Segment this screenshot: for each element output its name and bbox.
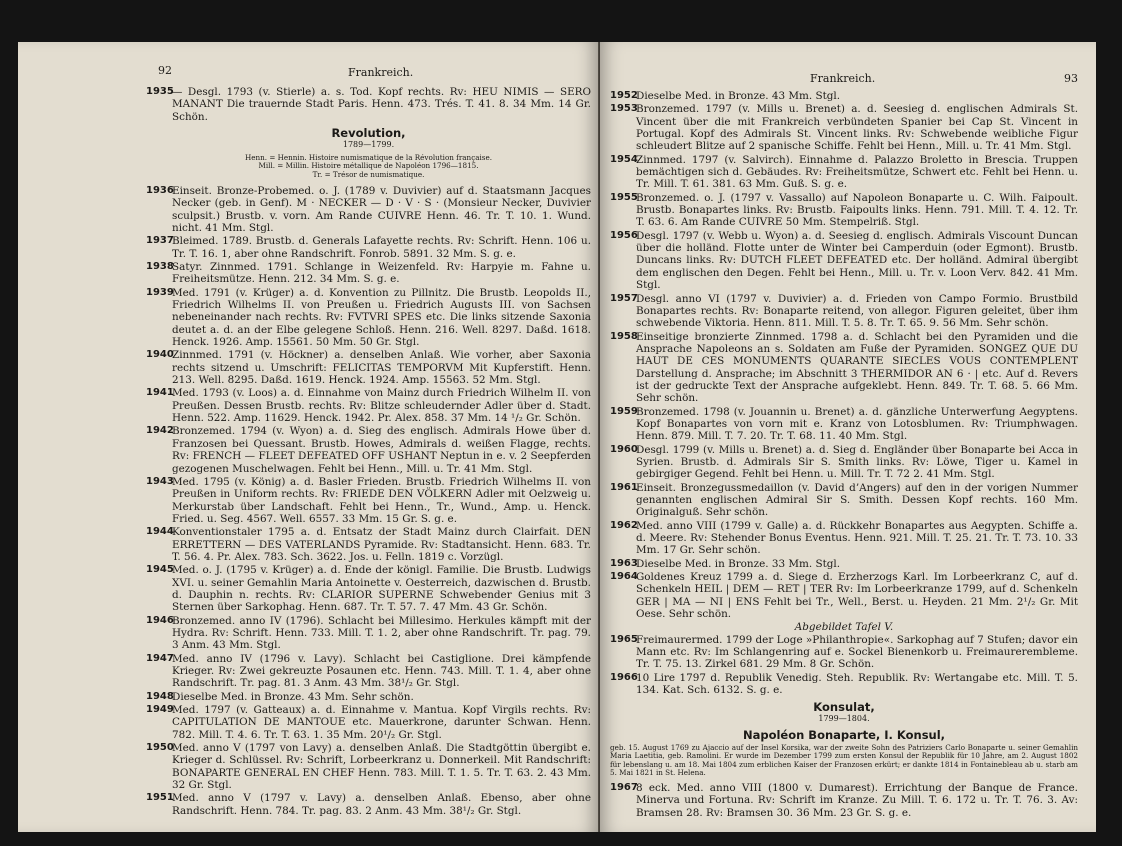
entry-number: 1936 [146,184,174,196]
abbreviation-line: Tr. = Trésor de numismatique. [312,169,425,179]
entry-text: Goldenes Kreuz 1799 a. d. Siege d. Erzherzogs Karl. Im Lorbeerkranz C, auf d. Schenkeln HEIL | DEM — RET | TER Rv: Im Lorbeerkranze 1799, auf d. Schenkeln GER | MA — NI | ENS Fehlt bei Tr., Well., Berst. u. Heyden. 21 Mm. 2¹/₂ Gr. Mit Oese. Sehr schön. [636,571,1078,621]
entry-number: 1944 [146,526,174,538]
entry-text: Med. 1793 (v. Loos) a. d. Einnahme von Mainz durch Friedrich Wilhelm II. von Preußen. Dessen Brustb. rechts. Rv: Blitze schleudernder Adler über d. Stadt. Henn. 522. Amp. 11629. Henck. 1942. Pr. Alex. 858. 37 Mm. 14 ¹/₂ Gr. Schön. [172,387,591,425]
catalog-entry [146,349,591,386]
entries-list [610,782,1078,819]
catalog-entry [146,425,591,474]
catalog-entry [146,564,591,613]
catalog-entry [610,103,1078,152]
section-subtitle: 1799—1804. [818,713,870,723]
entry-number: 1960 [610,443,638,455]
entry-number: 1947 [146,652,174,664]
entry-number: 1964 [610,571,638,583]
catalog-entry [610,192,1078,229]
entry-number: 1954 [610,153,638,165]
section-subtitle: 1789—1799. [342,140,395,150]
abbreviation-line: Mill. = Millin. Histoire métallique de Napoléon 1796—1815. [258,161,479,171]
entry-number: 1967 [610,781,638,793]
catalog-entry [146,287,591,349]
section-title: Konsulat, [813,699,875,714]
left-page [18,42,598,832]
figure-note: Abgebildet Tafel V. [794,621,894,634]
catalog-entry [610,406,1078,443]
catalog-entry [146,691,591,703]
entry-text: Med. 1797 (v. Gatteaux) a. d. Einnahme v. Mantua. Kopf Virgils rechts. Rv: CAPITULATION DE MANTOUE etc. Mauerkrone, darunter Schwan. Henn. 782. Mill. T. 4. 6. Tr. T. 63. 1. 35 Mm. 20¹/₂ Gr. Stgl. [172,704,591,741]
catalog-entry [146,653,591,690]
catalog-entry [146,742,591,791]
entry-number: 1951 [146,792,174,804]
catalog-entry [610,230,1078,292]
entry-number: 1938 [146,261,174,272]
entry-number: 1963 [610,557,638,569]
running-head: Frankreich. [810,72,876,85]
entry-number: 1956 [610,229,638,241]
entry-number: 1943 [146,475,174,487]
catalog-entry [610,154,1078,191]
entry-text: Med. 1795 (v. König) a. d. Basler Frieden. Brustb. Friedrich Wilhelms II. von Preußen in Uniform rechts. Rv: FRIEDE DEN VÖLKERN Adler mit Oelzweig u. Merkurstab über Landschaft. Fehlt bei Henn., Tr., Wund., Amp. u. Henck. Fried. u. Seg. 4567. Well. 6557. 33 Mm. 15 Gr. S. g. e. [172,475,591,525]
entry-text: Med. o. J. (1795 v. Krüger) a. d. Ende der königl. Familie. Die Brustb. Ludwigs XVI. u. seiner Gemahlin Maria Antoinette v. Oesterreich, dazwischen d. Brustb. d. Dauphin n. rechts. Rv: CLARIOR SUPERNE Schwebender Genius mit 3 Sternen über Sarkophag. Henn. 687. Tr. T. 57. 7. 47 Mm. 43 Gr. Schön. [172,564,591,614]
entry-text: Satyr. Zinnmed. 1791. Schlange in Weizenfeld. Rv: Harpyie m. Fahne u. Freiheitsmütze. Henn. 212. 34 Mm. S. g. e. [172,261,591,286]
catalog-entry [146,185,591,234]
catalog-entry [610,571,1078,620]
page-number: 93 [1064,72,1078,85]
right-page [600,42,1096,832]
entry-text: Desgl. 1799 (v. Mills u. Brenet) a. d. Sieg d. Engländer über Bonaparte bei Acca in Syrien. Brustb. d. Admirals Sir S. Smith links. Rv: Löwe, Tiger u. Kamel in gebirgiger Gegend. Fehlt bei Henn. u. Mill. Tr. T. 72 2. 41 Mm. Stgl. [636,443,1078,481]
entry-text: Med. anno IV (1796 v. Lavy). Schlacht bei Castiglione. Drei kämpfende Krieger. Rv: Zwei gekreuzte Posaunen etc. Henn. 743. Mill. T. 1. 4, aber ohne Randschrift. Tr. pag. 81. 3 Anm. 43 Mm. 38¹/₂ Gr. Stgl. [172,652,591,690]
entry-text: Bronzemed. anno IV (1796). Schlacht bei Millesimo. Herkules kämpft mit der Hydra. Rv: Schrift. Henn. 733. Mill. T. 1. 2, aber ohne Randschrift. Tr. pag. 79. 3 Anm. 43 Mm. Stgl. [172,614,591,652]
entry-number: 1935 [146,86,174,97]
catalog-entry [610,520,1078,557]
catalog-entry [610,331,1078,405]
entry-text: Einseit. Bronze-Probemed. o. J. (1789 v. Duvivier) auf d. Staatsmann Jacques Necker (geb. in Genf). M · NECKER — D · V · S · (Monsieur Necker, Duvivier sculpsit.) Brustb. v. vorn. Am Rande CUIVRE Henn. 46. Tr. T. 10. 1. Wund. nicht. 41 Mm. Stgl. [172,184,591,234]
abbreviations [146,154,591,179]
section-header-consulat [610,701,1078,726]
right-column [610,90,1078,820]
entry-text: Bronzemed. 1794 (v. Wyon) a. d. Sieg des englisch. Admirals Howe über d. Franzosen bei Quessant. Brustb. Howes, Admirals d. weißen Flagge, rechts. Rv: FRENCH — FLEET DEFEATED OFF USHANT Neptun in e. v. 2 Seepferden gezogenen Muschelwagen. Fehlt bei Henn., Mill. u. Tr. 41 Mm. Stgl. [172,425,591,475]
catalog-entry [610,482,1078,519]
entry-text: — Desgl. 1793 (v. Stierle) a. s. Tod. Kopf rechts. Rv: HEU NIMIS — SERO MANANT Die trauernde Stadt Paris. Henn. 473. Trés. T. 41. 8. 34 Mm. 14 Gr. Schön. [172,86,591,123]
entry-text: 10 Lire 1797 d. Republik Venedig. Steh. Republik. Rv: Wertangabe etc. Mill. T. 5. 134. Kat. Sch. 6132. S. g. e. [636,671,1078,697]
entry-text: Einseitige bronzierte Zinnmed. 1798 a. d. Schlacht bei den Pyramiden und die Ansprache Napoleons an s. Soldaten am Fuße der Pyramiden. SONGEZ QUE DU HAUT DE CES MONUMENTS QUARANTE SIECLES VOUS CONTEMPLENT Darstellung d. Ansprache; im Abschnitt 3 THERMIDOR AN 6 · | etc. Auf d. Revers ist der gedruckte Text der Ansprache aufgeklebt. Henn. 849. Tr. T. 68. 5. 66 Mm. Sehr schön. [636,330,1078,405]
catalog-entry [146,615,591,652]
entry-number: 1937 [146,235,174,247]
entry-text: Dieselbe Med. in Bronze. 33 Mm. Stgl. [636,557,841,570]
entry-number: 1955 [610,191,638,203]
entry-text: Zinnmed. 1791 (v. Höckner) a. denselben Anlaß. Wie vorher, aber Saxonia rechts sitzend u. Umschrift: FELICITAS TEMPORVM Mit Kupferstift. Henn. 213. Well. 8295. Daßd. 1619. Henck. 1924. Amp. 15563. 52 Mm. Stgl. [172,349,591,387]
entry-text: Bronzemed. o. J. (1797 v. Vassallo) auf Napoleon Bonaparte u. C. Wilh. Faipoult. Brustb. Bonapartes links. Rv: Brustb. Faipoults links. Henn. 791. Mill. T. 4. 12. Tr. T. 63. 6. Am Rande CUIVRE 50 Mm. Stempelriß. Stgl. [636,191,1078,229]
catalog-entry [610,558,1078,570]
entry-number: 1945 [146,564,174,576]
entry-text: Desgl. 1797 (v. Webb u. Wyon) a. d. Seesieg d. englisch. Admirals Viscount Duncan über die holländ. Flotte unter de Winter bei Camperduin (oder Egmont). Brustb. Duncans links. Rv: DUTCH FLEET DEFEATED etc. Der holländ. Admiral übergibt dem englischen den Degen. Fehlt bei Henn., Mill. u. Tr. v. Loon Verv. 842. 41 Mm. Stgl. [636,229,1078,292]
entry-text: 8 eck. Med. anno VIII (1800 v. Dumarest). Errichtung der Banque de France. Minerva und Fortuna. Rv: Schrift im Kranze. Zu Mill. T. 6. 172 u. Tr. T. 76. 3. Av: Bramsen 28. Rv: Bramsen 30. 36 Mm. 23 Gr. S. g. e. [636,781,1078,819]
section-header-revolution [146,127,591,152]
entry-text: Med. anno V (1797 v. Lavy) a. denselben Anlaß. Ebenso, aber ohne Randschrift. Henn. 784. Tr. pag. 83. 2 Anm. 43 Mm. 38¹/₂ Gr. Stgl. [172,792,591,817]
section-title: Revolution, [331,126,406,141]
entry-text: Zinnmed. 1797 (v. Salvirch). Einnahme d. Palazzo Broletto in Brescia. Truppen bemächtigen sich d. Gebäudes. Rv: Freiheitsmütze, Schwert etc. Fehlt bei Henn. u. Tr. Mill. T. 61. 381. 63 Mm. Guß. S. g. e. [636,153,1078,191]
entries-list [610,90,1078,620]
catalog-entry [610,782,1078,819]
catalog-entry [146,261,591,286]
entry-number: 1949 [146,704,174,716]
catalog-entry [610,90,1078,102]
entry-number: 1941 [146,387,174,399]
entry-number: 1946 [146,614,174,626]
catalog-entry [146,235,591,260]
catalog-entry [610,444,1078,481]
entry-number: 1948 [146,690,174,702]
left-column [146,86,591,818]
entry-number: 1942 [146,425,174,437]
entry-text: Desgl. anno VI (1797 v. Duvivier) a. d. Frieden von Campo Formio. Brustbild Bonapartes rechts. Rv: Bonaparte reitend, von allegor. Figuren geleitet, über ihm schwebende Viktoria. Henn. 811. Mill. T. 5. 8. Tr. T. 65. 9. 56 Mm. Sehr schön. [636,292,1078,330]
entry-text: Freimaurermed. 1799 der Loge »Philanthropie«. Sarkophag auf 7 Stufen; davor ein Mann etc. Rv: Im Schlangenring auf e. Sockel Bienenkorb u. Freimaurerembleme. Tr. T. 75. 13. Zirkel 681. 29 Mm. 8 Gr. Schön. [636,633,1078,671]
entry-text: Einseit. Bronzegussmedaillon (v. David d’Angers) auf den in der vorigen Nummer genannten englischen Admiral Sir S. Smith. Dessen Kopf rechts. 160 Mm. Originalguß. Sehr schön. [636,481,1078,519]
entries-list [146,185,591,817]
abbreviation-line: Henn. = Hennin. Histoire numismatique de la Révolution française. [244,152,493,162]
entry-number: 1959 [610,405,638,417]
entry-text: Bronzemed. 1797 (v. Mills u. Brenet) a. d. Seesieg d. englischen Admirals St. Vincent über die mit Frankreich verbündeten Spanier bei Cap St. Vincent in Portugal. Kopf des Admirals St. Vincent links. Rv: Schwebende weibliche Figur schleudert Blitze auf 2 spanische Schiffe. Fehlt bei Henn., Mill. u. Tr. 41 Mm. Stgl. [636,103,1078,153]
catalog-entry [146,86,591,123]
entries-list [610,634,1078,697]
entries-top [146,86,591,123]
catalog-entry [610,634,1078,671]
entry-text: Dieselbe Med. in Bronze. 43 Mm. Stgl. [636,90,841,102]
entry-number: 1940 [146,349,174,361]
page-number: 92 [158,64,172,77]
entry-number: 1966 [610,671,638,683]
entry-text: Med. anno V (1797 von Lavy) a. denselben Anlaß. Die Stadtgöttin übergibt e. Krieger d. Schlüssel. Rv: Schrift, Lorbeerkranz u. Donnerkeil. Mit Randschrift: BONAPARTE GENERAL EN CHEF Henn. 783. Mill. T. 1. 5. Tr. T. 63. 2. 43 Mm. 32 Gr. Stgl. [172,742,591,792]
catalog-entry [610,293,1078,330]
entry-number: 1952 [610,90,638,101]
section-header-napoleon [610,729,1078,741]
entry-number: 1953 [610,103,638,115]
section-title: Napoléon Bonaparte, I. Konsul, [742,728,946,743]
entry-text: Med. anno VIII (1799 v. Galle) a. d. Rückkehr Bonapartes aus Aegypten. Schiffe a. d. Meere. Rv: Stehender Bonus Eventus. Henn. 921. Mill. T. 25. 21. Tr. T. 73. 10. 33 Mm. 17 Gr. Sehr schön. [636,519,1078,557]
catalog-entry [610,672,1078,697]
entry-number: 1961 [610,481,638,493]
entry-number: 1962 [610,519,638,531]
entry-number: 1965 [610,633,638,645]
entry-number: 1939 [146,286,174,298]
catalog-entry [146,387,591,424]
catalog-entry [146,792,591,817]
entry-number: 1957 [610,292,638,304]
catalog-entry [146,526,591,563]
entry-text: Konventionstaler 1795 a. d. Entsatz der Stadt Mainz durch Clairfait. DEN ERRETTERN — DES VATERLANDS Pyramide. Rv: Stadtansicht. Henn. 683. Tr. T. 56. 4. Pr. Alex. 783. Sch. 3622. Jos. u. Felln. 1819 c. Vorzügl. [172,526,591,563]
entry-text: Bronzemed. 1798 (v. Jouannin u. Brenet) a. d. gänzliche Unterwerfung Aegyptens. Kopf Bonapartes von vorn mit e. Kranz von Lotosblumen. Rv: Triumphwagen. Henn. 879. Mill. T. 7. 20. Tr. T. 68. 11. 40 Mm. Stgl. [636,405,1078,443]
catalog-entry [146,476,591,525]
entry-number: 1950 [146,742,174,754]
entry-number: 1958 [610,330,638,342]
biography-note: geb. 15. August 1769 zu Ajaccio auf der Insel Korsika, war der zweite Sohn des Patriziers Carlo Bonaparte u. seiner Gemahlin Maria Laetitia, geb. Ramolini. Er wurde im Dezember 1799 zum ersten Konsul der Republik für 10 Jahre, am 2. August 1802 für lebenslang u. am 18. Mai 1804 zum erblichen Kaiser der Franzosen erkürt; er dankte 1814 in Fontainebleau ab u. starb am 5. Mai 1821 in St. Helena. [610,742,1078,778]
entry-text: Bleimed. 1789. Brustb. d. Generals Lafayette rechts. Rv: Schrift. Henn. 106 u. Tr. T. 16. 1, aber ohne Randschrift. Fonrob. 5891. 32 Mm. S. g. e. [172,235,591,260]
entry-text: Med. 1791 (v. Krüger) a. d. Konvention zu Pillnitz. Die Brustb. Leopolds II., Friedrich Wilhelms II. von Preußen u. Friedrich Augusts III. von Sachsen nebeneinander nach rechts. Rv: FVTVRI SPES etc. Die links sitzende Saxonia deutet a. d. an der Elbe gelegene Schloß. Henn. 216. Well. 8297. Daßd. 1618. Henck. 1926. Amp. 15561. 50 Mm. 50 Gr. Stgl. [172,286,591,349]
running-head: Frankreich. [348,66,414,79]
entry-text: Dieselbe Med. in Bronze. 43 Mm. Sehr schön. [172,690,414,703]
catalog-entry [146,704,591,741]
